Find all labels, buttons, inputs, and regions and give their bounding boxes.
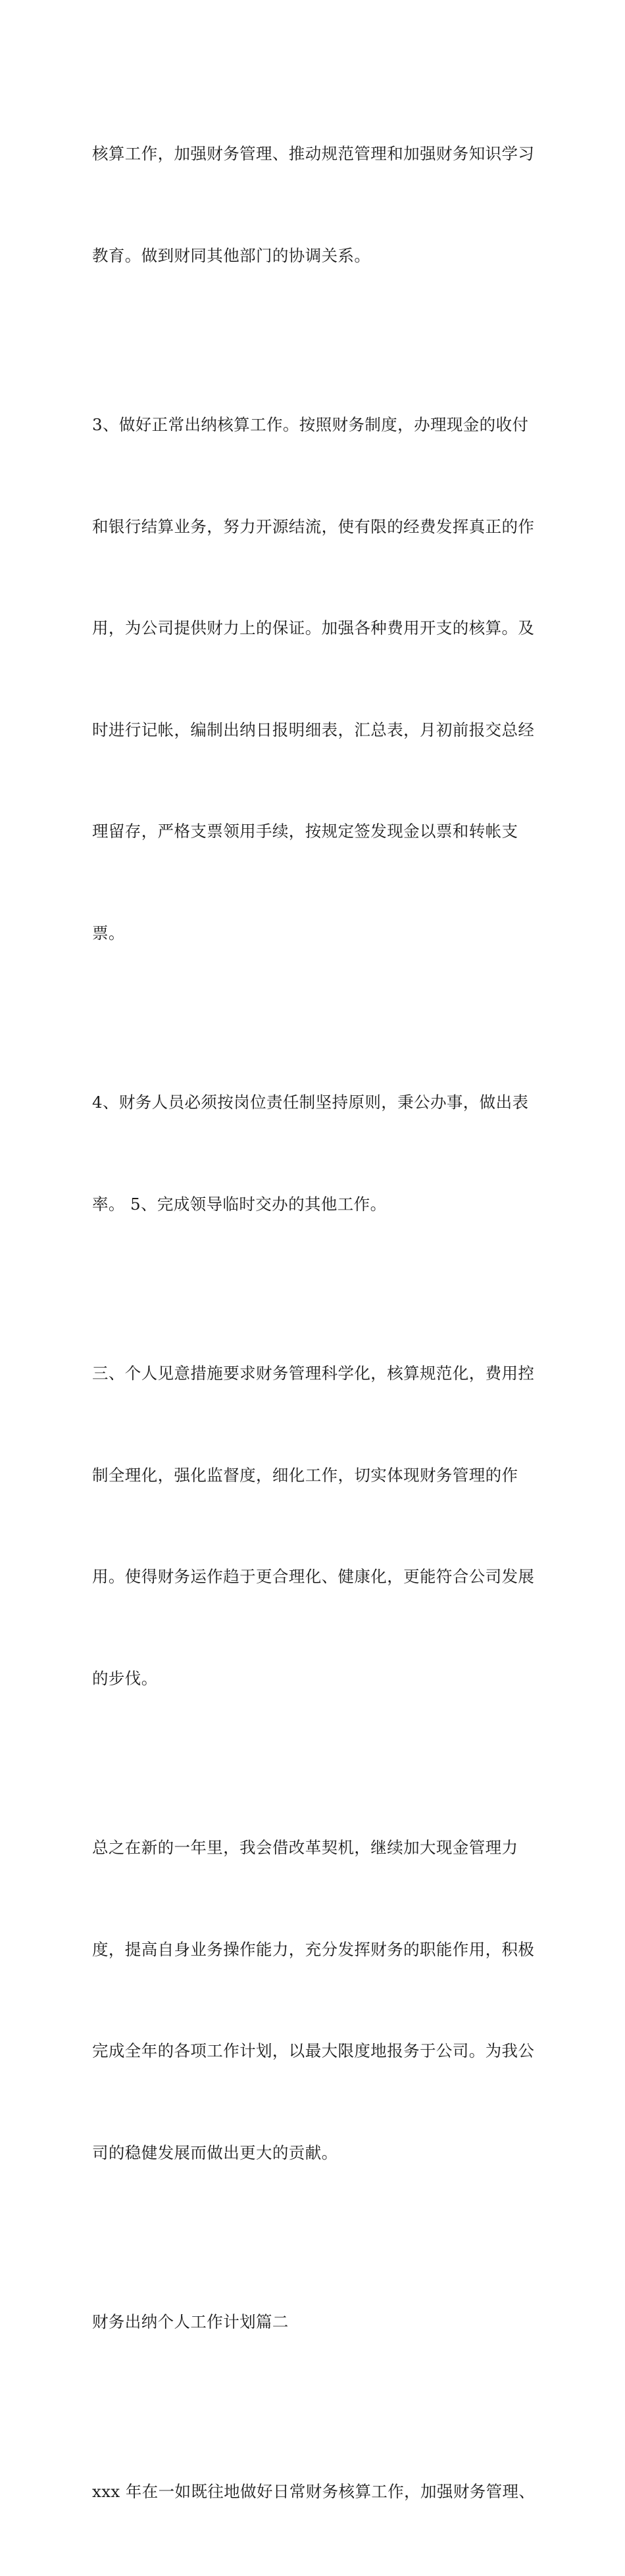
- paragraph-5: [92, 1763, 539, 2237]
- document-body: [92, 69, 539, 2576]
- text-line: 4、财务人员必须按岗位责任制坚持原则，秉公办事，做出表: [92, 1085, 539, 1120]
- paragraph-6: [92, 2407, 539, 2576]
- text-line: 3、做好正常出纳核算工作。按照财务制度，办理现金的收付: [92, 408, 539, 442]
- text-line: 时进行记帐，编制出纳日报明细表，汇总表，月初前报交总经: [92, 713, 539, 747]
- text-line: 理留存，严格支票领用手续，按规定签发现金以票和转帐支: [92, 814, 539, 849]
- heading-line: 财务出纳个人工作计划篇二: [92, 2305, 539, 2339]
- text-line: 制全理化，强化监督度，细化工作，切实体现财务管理的作: [92, 1458, 539, 1493]
- section-heading: [92, 2237, 539, 2407]
- text-line: 用，为公司提供财力上的保证。加强各种费用开支的核算。及: [92, 611, 539, 645]
- paragraph-4: [92, 1289, 539, 1763]
- text-line: 核算工作，加强财务管理、推动规范管理和加强财务知识学习: [92, 137, 539, 171]
- text-line: 教育。做到财同其他部门的协调关系。: [92, 239, 539, 273]
- text-line: xxx 年在一如既往地做好日常财务核算工作，加强财务管理、: [92, 2475, 539, 2509]
- text-line: 用。使得财务运作趋于更合理化、健康化，更能符合公司发展: [92, 1560, 539, 1594]
- text-line: 总之在新的一年里，我会借改革契机，继续加大现金管理力: [92, 1831, 539, 1865]
- text-line: 三、个人见意措施要求财务管理科学化，核算规范化，费用控: [92, 1356, 539, 1391]
- paragraph-2: [92, 340, 539, 1018]
- text-line: 度，提高自身业务操作能力，充分发挥财务的职能作用，积极: [92, 1933, 539, 1967]
- text-line: 的步伐。: [92, 1662, 539, 1696]
- text-line: 票。: [92, 916, 539, 951]
- text-line: 和银行结算业务，努力开源结流，使有限的经费发挥真正的作: [92, 510, 539, 544]
- text-line: 完成全年的各项工作计划，以最大限度地报务于公司。为我公: [92, 2034, 539, 2068]
- document-page: [0, 0, 625, 808]
- paragraph-1: [92, 69, 539, 340]
- paragraph-3: [92, 1018, 539, 1289]
- text-line: 率。 5、完成领导临时交办的其他工作。: [92, 1187, 539, 1222]
- text-line: 司的稳健发展而做出更大的贡献。: [92, 2136, 539, 2170]
